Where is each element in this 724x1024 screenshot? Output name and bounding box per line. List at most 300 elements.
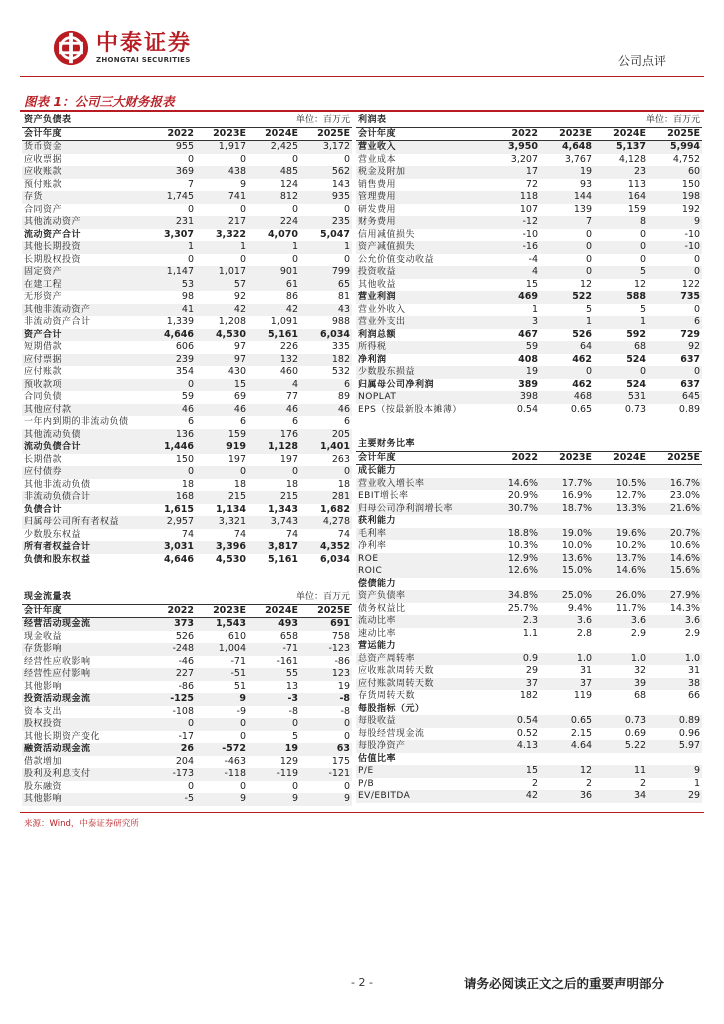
row-value: 1,004 (196, 643, 248, 656)
row-value (540, 465, 594, 478)
row-value: 176 (248, 429, 300, 442)
table-row (356, 528, 702, 541)
table-row (356, 304, 702, 317)
row-value: 799 (300, 266, 352, 279)
header-divider (20, 76, 704, 77)
table-row (22, 643, 352, 656)
row-value: 0.73 (594, 715, 648, 728)
row-value: 15 (525, 278, 538, 290)
row-value: -17 (178, 730, 194, 742)
row-value (540, 753, 594, 766)
row-value: 0 (196, 718, 248, 731)
table-row (356, 515, 702, 528)
row-value: 41 (144, 304, 196, 317)
column-header-row (22, 604, 352, 618)
table-row (22, 718, 352, 731)
column-header-year: 2023E (540, 451, 594, 465)
row-value: 59 (486, 341, 540, 354)
row-value: 5 (585, 303, 593, 315)
row-label: 销售费用 (358, 179, 397, 190)
column-header-label: 会计年度 (22, 604, 144, 618)
zhongtai-logo-icon (52, 29, 90, 67)
row-label: 估值比率 (358, 753, 397, 764)
row-value: 2 (531, 777, 538, 789)
row-value: 5 (291, 730, 298, 742)
row-value: 18 (181, 478, 194, 490)
row-label: 营业外支出 (356, 316, 486, 329)
row-label: 营业成本 (358, 154, 397, 165)
table-row (356, 216, 702, 229)
row-value: 729 (680, 328, 701, 340)
row-value: 10.2% (615, 540, 647, 551)
report-type: 公司点评 (617, 54, 666, 68)
row-value: 37 (540, 678, 594, 691)
row-value: 8 (594, 216, 648, 229)
row-value: 373 (144, 618, 196, 631)
row-value: 12.7% (615, 490, 647, 501)
row-value: 13.3% (594, 503, 648, 516)
row-label: 在建工程 (22, 279, 144, 292)
row-value: 0 (187, 203, 194, 215)
row-value: 468 (540, 391, 594, 404)
row-label: 合同资产 (24, 204, 63, 215)
row-value: 20.9% (507, 490, 538, 501)
row-value: 526 (572, 328, 593, 340)
balance-sheet-title-row (22, 114, 352, 127)
row-value: 12.6% (486, 565, 540, 578)
balance-sheet-table (22, 114, 352, 566)
table-row (22, 554, 352, 567)
table-row (356, 404, 702, 417)
row-label: 每股收益 (356, 715, 486, 728)
row-value: 1 (531, 303, 538, 315)
row-value: 532 (331, 366, 351, 377)
row-label: 利润总额 (358, 329, 397, 340)
row-value: 1,917 (196, 141, 248, 154)
table-row (22, 329, 352, 342)
table-row (22, 429, 352, 442)
row-value: 9 (300, 793, 352, 806)
row-value: 4,128 (618, 153, 647, 165)
row-value: 462 (572, 353, 593, 365)
unit-label: 单位：百万元 (248, 114, 352, 127)
table-row (22, 516, 352, 529)
row-label: 资产减值损失 (356, 241, 486, 254)
row-value: 10.3% (507, 540, 538, 551)
table-row (22, 366, 352, 379)
row-value: 159 (196, 429, 248, 442)
row-label: NOPLAT (356, 391, 486, 404)
row-value: 0 (343, 730, 351, 742)
row-value: 231 (144, 216, 196, 229)
row-value: 4,530 (196, 329, 248, 342)
table-row (356, 715, 702, 728)
row-value: 3,321 (196, 516, 248, 529)
table-row (356, 615, 702, 628)
table-row (22, 229, 352, 242)
table-row (22, 743, 352, 756)
table-row (356, 603, 702, 616)
row-value: 23.0% (669, 490, 701, 501)
row-value: 15 (196, 379, 248, 392)
row-value (486, 465, 540, 478)
table-row (356, 241, 702, 254)
row-value: 5.97 (648, 740, 702, 753)
table-row (356, 166, 702, 179)
table-row (22, 204, 352, 217)
row-label: 其他非流动资产 (22, 304, 144, 317)
row-value: 0 (639, 253, 647, 265)
row-value: 4,752 (672, 153, 701, 165)
row-value: 227 (144, 668, 196, 681)
row-value: 1 (540, 316, 594, 329)
row-value: 524 (626, 378, 647, 390)
row-value: 19 (486, 366, 540, 379)
row-label: 债务权益比 (358, 603, 406, 614)
row-value (540, 703, 594, 716)
row-label: 营业收入 (356, 141, 486, 154)
row-value: 215 (196, 491, 248, 504)
row-value: 281 (300, 491, 352, 504)
row-label: 获利能力 (358, 516, 397, 526)
row-value: 526 (175, 630, 194, 642)
row-value: 9 (648, 216, 702, 229)
row-value: 197 (279, 453, 298, 465)
row-value: 15.6% (648, 565, 702, 578)
table-row (356, 503, 702, 516)
row-label: 资产合计 (22, 329, 144, 342)
table-row (356, 490, 702, 503)
row-value: 335 (331, 341, 351, 352)
row-value: 118 (486, 191, 540, 204)
row-value: 18.7% (540, 503, 594, 516)
row-value: 741 (196, 191, 248, 204)
row-value: 31 (687, 665, 701, 676)
row-value: 29 (525, 665, 538, 676)
row-value: 6 (343, 416, 351, 427)
column-header-year: 2025E (300, 127, 352, 141)
row-value (594, 753, 648, 766)
row-value: 610 (227, 630, 246, 642)
row-value: 1,134 (215, 503, 246, 515)
column-header-year: 2024E (594, 127, 648, 141)
table-row (22, 379, 352, 392)
row-value: 97 (196, 354, 248, 367)
row-value: 123 (300, 668, 352, 681)
column-header-year: 2025E (648, 451, 702, 465)
table-row (22, 693, 352, 706)
table-row (22, 631, 352, 644)
table-row (22, 668, 352, 681)
row-value: 5,161 (267, 553, 298, 565)
row-value: 0.96 (678, 727, 701, 739)
row-value: 3.6 (594, 615, 648, 628)
row-value: 0 (196, 466, 248, 479)
row-value: 46 (144, 404, 196, 417)
row-value: 0 (540, 366, 594, 379)
row-label: 固定资产 (22, 266, 144, 279)
row-value: 204 (175, 755, 194, 767)
table-row (356, 678, 702, 691)
row-value: 2 (639, 777, 647, 789)
row-value: 235 (300, 216, 352, 229)
row-value: 0.89 (648, 715, 702, 728)
row-value: 5,047 (319, 228, 351, 240)
row-value: 19 (337, 680, 351, 692)
table-row (22, 191, 352, 204)
row-value: 215 (248, 491, 300, 504)
row-label: 流动资产合计 (24, 229, 82, 240)
row-label: 现金收益 (24, 631, 63, 642)
row-value: 46 (300, 404, 352, 417)
table-row (356, 279, 702, 292)
row-value: 3,322 (215, 228, 246, 240)
row-value: 150 (175, 453, 194, 465)
row-value: 4,646 (163, 553, 194, 565)
row-value: 0 (343, 253, 351, 265)
row-value: 12 (579, 278, 593, 290)
row-label: 融资活动现金流 (22, 743, 144, 756)
row-value: 0 (291, 253, 298, 265)
row-label: 投资收益 (356, 266, 486, 279)
row-value: 1,091 (270, 316, 298, 327)
table-row (22, 254, 352, 267)
row-value: 0.89 (678, 403, 701, 415)
row-value: 3 (486, 316, 540, 329)
row-value: 2 (585, 777, 593, 789)
row-value: 12 (540, 765, 594, 778)
row-value (594, 465, 648, 478)
row-value: 11.7% (615, 602, 647, 614)
row-value: 18.8% (486, 528, 540, 541)
row-value: 1 (248, 241, 300, 254)
row-value: 27.9% (648, 590, 702, 603)
row-value: 460 (279, 366, 298, 377)
row-label: 研发费用 (358, 204, 397, 215)
table-row (22, 781, 352, 794)
row-value: 6,034 (300, 329, 352, 342)
row-value: 0 (239, 253, 246, 265)
row-label: EPS（按最新股本摊薄） (358, 404, 462, 415)
column-header-label: 会计年度 (356, 127, 486, 141)
row-value: 467 (518, 328, 538, 340)
column-header-year: 2022 (486, 451, 540, 465)
row-value (648, 640, 702, 653)
row-value: 6 (239, 416, 246, 427)
row-value (648, 578, 702, 591)
row-value: 13.7% (594, 553, 648, 566)
row-value: 17 (486, 166, 540, 179)
brand-logo (52, 26, 192, 70)
figure-title-divider (20, 110, 704, 112)
row-value: -8 (288, 705, 298, 717)
row-value: 68 (633, 690, 647, 701)
row-value: 0 (540, 241, 594, 254)
row-value: 3,307 (163, 228, 194, 240)
table-row (22, 154, 352, 167)
column-header-year: 2024E (248, 604, 300, 618)
row-label: 负债合计 (24, 504, 63, 515)
row-label: 应收账款周转天数 (358, 666, 435, 676)
row-label: 每股净资产 (356, 740, 486, 753)
column-header-label: 会计年度 (356, 451, 486, 465)
row-value: -46 (178, 655, 194, 667)
row-value: -9 (236, 705, 246, 717)
row-value: 16.9% (561, 490, 593, 501)
row-value: 34 (594, 790, 648, 803)
row-value: 0 (639, 228, 647, 240)
row-value: 43 (300, 304, 352, 317)
row-value: 14.3% (669, 602, 701, 614)
row-value: 72 (525, 178, 538, 190)
row-value: 11 (594, 765, 648, 778)
row-value: 988 (331, 316, 351, 327)
row-label: 总资产周转率 (356, 653, 486, 666)
row-label: 应付账款周转天数 (356, 678, 486, 691)
ratios-title-row (356, 438, 702, 451)
row-value: 0.65 (540, 715, 594, 728)
row-label: 流动负债合计 (22, 441, 144, 454)
column-header-year: 2022 (144, 127, 196, 141)
row-value: 4 (486, 266, 540, 279)
row-label: 投资活动现金流 (22, 693, 144, 706)
row-label: 其他长期资产变化 (24, 731, 101, 742)
table-row (356, 316, 702, 329)
row-label: ROE (356, 553, 486, 566)
row-value: 113 (627, 178, 647, 190)
row-label: 净利润 (358, 354, 387, 365)
row-value: 0 (300, 718, 352, 731)
row-value: 14.6% (486, 478, 540, 491)
row-value: 462 (572, 378, 593, 390)
row-value (594, 640, 648, 653)
row-value: 36 (540, 790, 594, 803)
row-label: 存货 (22, 191, 144, 204)
table-row (356, 329, 702, 342)
table-row (22, 304, 352, 317)
row-value: -8 (300, 693, 352, 706)
row-value: 3.6 (648, 615, 702, 628)
row-label: 流动比率 (356, 615, 486, 628)
row-label: 营业利润 (356, 291, 486, 304)
row-value: -51 (196, 668, 248, 681)
table-row (356, 291, 702, 304)
row-label: 公允价值变动收益 (358, 254, 435, 265)
row-label: 股权投资 (22, 718, 144, 731)
row-value: 263 (331, 453, 351, 465)
table-row (356, 204, 702, 217)
row-value: 2.15 (570, 727, 593, 739)
table-row (22, 454, 352, 467)
row-value: 0 (540, 266, 594, 279)
row-value: 92 (233, 291, 246, 302)
row-value (540, 578, 594, 591)
column-header-year: 2025E (648, 127, 702, 141)
row-value: 935 (300, 191, 352, 204)
table-row (356, 728, 702, 741)
row-value: 63 (300, 743, 352, 756)
row-value: 3.6 (540, 615, 594, 628)
row-value: -119 (248, 768, 300, 781)
row-value: 606 (175, 341, 194, 352)
row-value: 168 (144, 491, 196, 504)
row-value: 0 (248, 466, 300, 479)
row-label: 存货影响 (22, 643, 144, 656)
figure-title: 图表 1：公司三大财务报表 (24, 94, 175, 109)
row-value: 9 (648, 765, 702, 778)
row-value: 17.7% (540, 478, 594, 491)
row-value (648, 515, 702, 528)
table-row (356, 578, 702, 591)
row-label: 营业外收入 (358, 304, 406, 315)
row-value: 0 (187, 153, 194, 165)
row-value: 192 (681, 203, 701, 215)
row-value: 0.9 (486, 653, 540, 666)
row-value: 0 (594, 241, 648, 254)
table-row (356, 590, 702, 603)
row-value: 182 (300, 354, 352, 367)
row-value: 39 (594, 678, 648, 691)
column-header-year: 2024E (248, 127, 300, 141)
row-value (648, 703, 702, 716)
row-label: 营业收入增长率 (356, 478, 486, 491)
row-label: 股东融资 (24, 781, 63, 792)
row-label: 归母公司净利润增长率 (356, 503, 486, 516)
row-value: 1,682 (319, 503, 351, 515)
row-value: 25.7% (507, 602, 538, 614)
table-row (22, 354, 352, 367)
row-label: 合同负债 (24, 392, 63, 402)
row-value: 4,352 (300, 541, 352, 554)
row-value: -248 (144, 643, 196, 656)
row-value: 522 (540, 291, 594, 304)
row-label: 预收款项 (22, 379, 144, 392)
unit-label: 单位：百万元 (594, 114, 702, 127)
row-label: 应收票据 (24, 154, 63, 165)
row-value: 637 (680, 353, 701, 365)
row-value: 205 (300, 429, 352, 442)
row-value: 159 (627, 203, 647, 215)
row-value: 4,530 (215, 553, 246, 565)
table-row (356, 628, 702, 641)
table-row (356, 653, 702, 666)
table-row (356, 154, 702, 167)
row-value: 15 (486, 765, 540, 778)
row-value: 16.7% (648, 478, 702, 491)
row-value (486, 515, 540, 528)
row-value: 0 (239, 780, 246, 792)
cash-flow-title-row (22, 591, 352, 604)
table-row (356, 354, 702, 367)
row-value: -121 (300, 768, 352, 781)
row-value: 0 (594, 366, 648, 379)
table-row (356, 179, 702, 192)
row-value: 119 (573, 690, 593, 701)
table-row (22, 479, 352, 492)
cash-flow-table (22, 591, 352, 806)
row-value: 12 (633, 278, 647, 290)
table-row (356, 254, 702, 267)
row-label: 归属母公司所有者权益 (22, 516, 144, 529)
row-value: 224 (248, 216, 300, 229)
row-label: EBIT增长率 (358, 491, 409, 501)
row-label: 应付票据 (22, 354, 144, 367)
row-value: 20.7% (648, 528, 702, 541)
row-value: 3,207 (510, 153, 538, 165)
row-label: 营运能力 (358, 641, 397, 651)
row-value: 0 (291, 203, 298, 215)
table-row (22, 541, 352, 554)
